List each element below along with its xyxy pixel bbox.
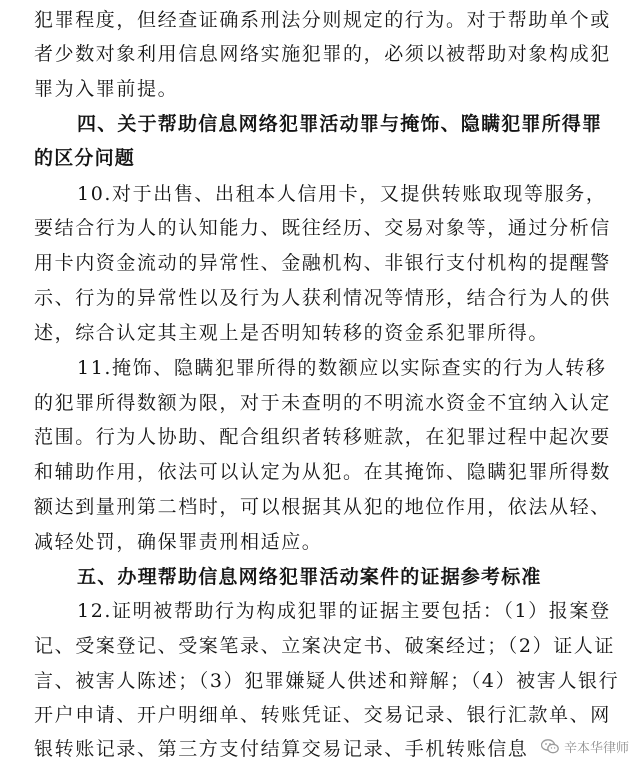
paragraph-line: 示、行为的异常性以及行为人获利情况等情形，结合行为人的供: [34, 287, 611, 309]
section-heading: 的区分问题: [34, 147, 136, 169]
paragraph-line: 述，综合认定其主观上是否明知转移的资金系犯罪所得。: [34, 322, 550, 344]
paragraph-line: 用卡内资金流动的异常性、金融机构、非银行支付机构的提醒警: [34, 252, 611, 274]
paragraph-line: 额达到量刑第二档时，可以根据其从犯的地位作用，依法从轻、: [34, 496, 611, 518]
watermark: [539, 736, 631, 757]
paragraph-line: 和辅助作用，依法可以认定为从犯。在其掩饰、隐瞒犯罪所得数: [34, 461, 611, 483]
paragraph-line: 犯罪程度，但经查证确系刑法分则规定的行为。对于帮助单个或: [34, 9, 611, 31]
paragraph-line: 言、被害人陈述；（3）犯罪嫌疑人供述和辩解；（4）被害人银行: [34, 670, 620, 692]
paragraph-line: 10.对于出售、出租本人信用卡，又提供转账取现等服务，: [77, 183, 607, 205]
paragraph-line: 11.掩饰、隐瞒犯罪所得的数额应以实际查实的行为人转移: [77, 357, 607, 379]
paragraph-line: 12.证明被帮助行为构成犯罪的证据主要包括：（1）报案登: [77, 600, 611, 622]
paragraph-line: 范围。行为人协助、配合组织者转移赃款，在犯罪过程中起次要: [34, 426, 611, 448]
paragraph-line: 减轻处罚，确保罪责刑相适应。: [34, 531, 323, 553]
paragraph-line: 开户申请、开户明细单、转账凭证、交易记录、银行汇款单、网: [34, 704, 611, 726]
paragraph-line: 罪为入罪前提。: [34, 78, 179, 100]
paragraph-line: 要结合行为人的认知能力、既往经历、交易对象等，通过分析信: [34, 217, 611, 239]
paragraph-line: 者少数对象利用信息网络实施犯罪的，必须以被帮助对象构成犯: [34, 43, 611, 65]
paragraph-line: 记、受案登记、受案笔录、立案决定书、破案经过；（2）证人证: [34, 635, 615, 657]
paragraph-line: 银转账记录、第三方支付结算交易记录、手机转账信息: [34, 738, 529, 760]
section-heading: 四、关于帮助信息网络犯罪活动罪与掩饰、隐瞒犯罪所得罪: [77, 113, 603, 135]
section-heading: 五、办理帮助信息网络犯罪活动案件的证据参考标准: [77, 566, 542, 588]
wechat-icon: [541, 739, 559, 754]
paragraph-line: 的犯罪所得数额为限，对于未查明的不明流水资金不宜纳入认定: [34, 392, 611, 414]
watermark-text: 辛本华律师: [563, 741, 629, 756]
